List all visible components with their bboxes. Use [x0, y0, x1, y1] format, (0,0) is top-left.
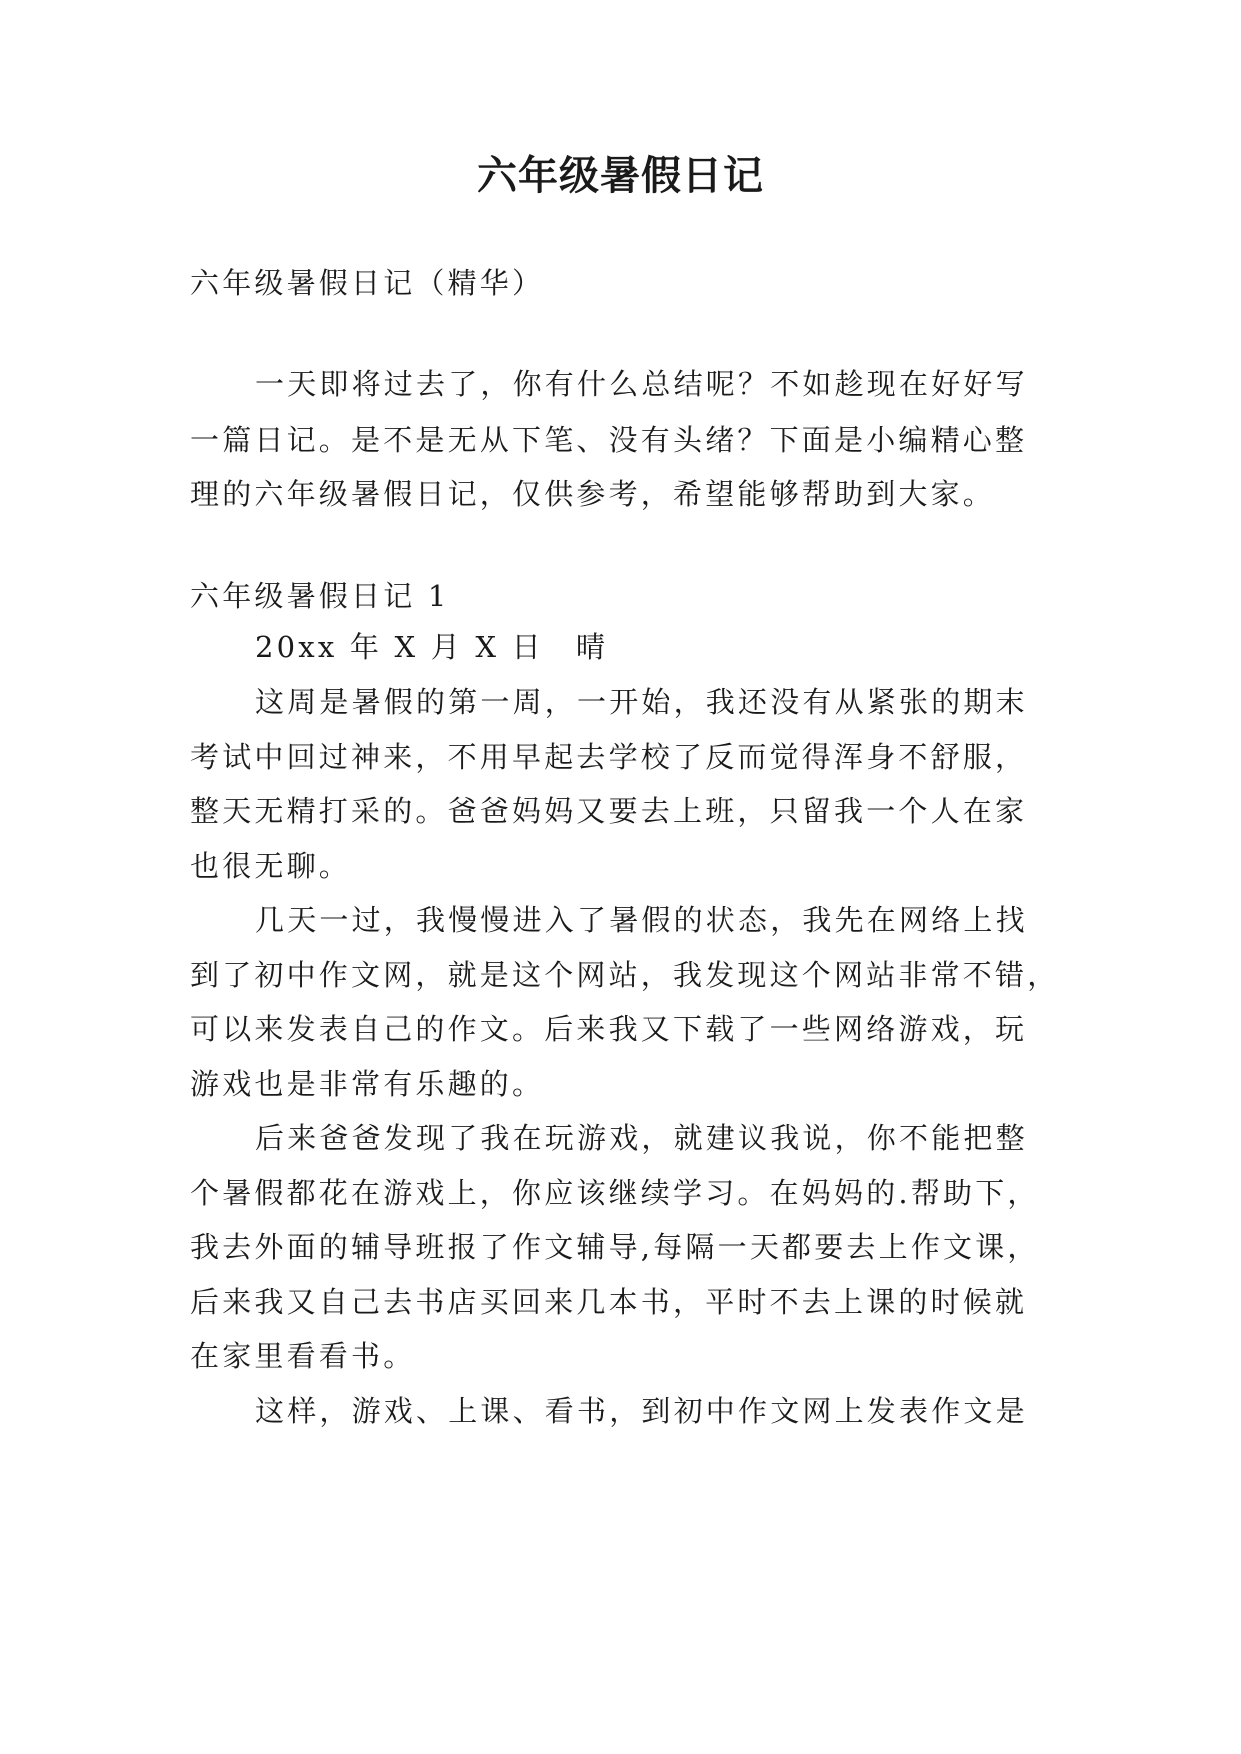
document-title: 六年级暑假日记 — [477, 153, 764, 199]
body-line: 个暑假都花在游戏上，你应该继续学习。在妈妈的.帮助下， — [190, 1176, 1040, 1210]
intro-line: 一篇日记。是不是无从下笔、没有头绪？下面是小编精心整 — [190, 423, 1028, 457]
body-line: 后来爸爸发现了我在玩游戏，就建议我说，你不能把整 — [255, 1121, 1028, 1155]
body-line: 后来我又自己去书店买回来几本书，平时不去上课的时候就 — [190, 1285, 1028, 1319]
body-line: 我去外面的辅导班报了作文辅导,每隔一天都要去上作文课， — [190, 1230, 1040, 1264]
section-heading: 六年级暑假日记 1 — [190, 579, 450, 613]
body-line: 游戏也是非常有乐趣的。 — [190, 1067, 545, 1101]
date-line: 20xx 年 X 月 X 日 晴 — [255, 630, 609, 664]
body-line: 几天一过，我慢慢进入了暑假的状态，我先在网络上找 — [255, 903, 1028, 937]
body-line: 在家里看看书。 — [190, 1339, 416, 1373]
body-line: 整天无精打采的。爸爸妈妈又要去上班，只留我一个人在家 — [190, 794, 1028, 828]
intro-line: 理的六年级暑假日记，仅供参考，希望能够帮助到大家。 — [190, 477, 996, 511]
document-subtitle: 六年级暑假日记（精华） — [190, 266, 545, 300]
body-line: 也很无聊。 — [190, 849, 352, 883]
body-line: 这样，游戏、上课、看书，到初中作文网上发表作文是 — [255, 1394, 1028, 1428]
body-line: 可以来发表自己的作文。后来我又下载了一些网络游戏，玩 — [190, 1012, 1028, 1046]
intro-line: 一天即将过去了，你有什么总结呢？不如趁现在好好写 — [255, 367, 1028, 401]
body-line: 到了初中作文网，就是这个网站，我发现这个网站非常不错， — [190, 958, 1060, 992]
body-line: 考试中回过神来，不用早起去学校了反而觉得浑身不舒服， — [190, 740, 1028, 774]
body-line: 这周是暑假的第一周，一开始，我还没有从紧张的期末 — [255, 685, 1028, 719]
